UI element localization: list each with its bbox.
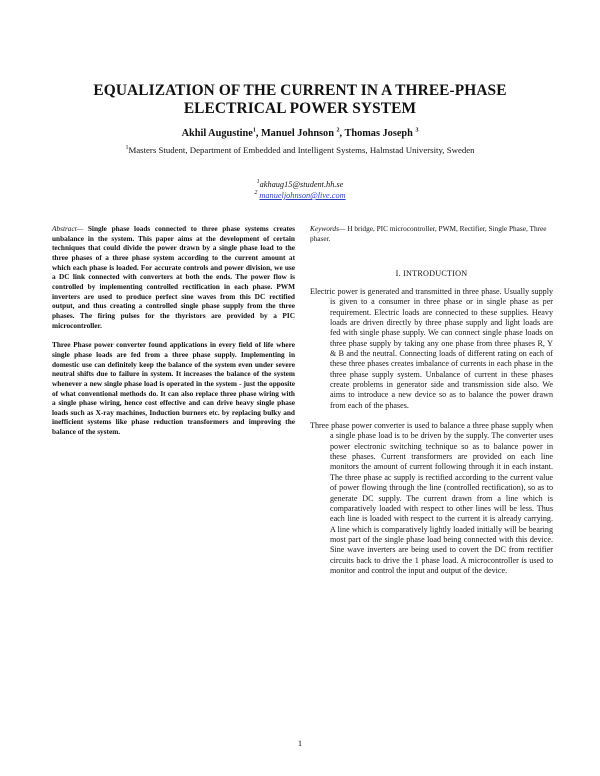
email-line-2 xyxy=(40,191,560,201)
title-line-2: ELECTRICAL POWER SYSTEM xyxy=(183,100,417,117)
page-number: 1 xyxy=(297,738,303,748)
author-superscript: 2 xyxy=(336,127,340,134)
left-column xyxy=(52,224,295,437)
author-separator: , xyxy=(339,128,345,139)
email-line-1 xyxy=(40,180,560,190)
email-superscript: 2 xyxy=(254,190,258,197)
paper-title xyxy=(40,82,560,118)
email-address: akhaug15@student.hh.se xyxy=(259,180,344,189)
title-line-1: EQUALIZATION OF THE CURRENT IN A THREE-PHASE xyxy=(93,82,507,99)
section-heading-introduction: I. INTRODUCTION xyxy=(395,269,468,279)
paragraph-gap xyxy=(310,411,553,421)
keywords-text: H bridge, PIC microcontroller, PWM, Rectifier, Single Phase, Three phaser. xyxy=(310,224,547,243)
affiliation-text: Masters Student, Department of Embedded and Intelligent Systems, Halmstad University, Sweden xyxy=(128,145,475,155)
right-column xyxy=(310,224,553,576)
abstract-paragraph-2: Three Phase power converter found applications in every field of life where single phase loads are fed from a three phase supply. Implementing in domestic use can definitely keep the balance of the system even under severe neutral shifts due to failure in system. It increases the balance of the system whenever a new single phase load is operated in the system - just the opposite of what conventional methods do. It can also replace three phase wiring with a single phase wiring, hence cost effective and can drive heavy single phase loads such as X-ray machines, Induction burners etc. by replacing bulky and inefficient systems like phase reduction transformers and improving the balance of the system. xyxy=(52,340,295,437)
email-link[interactable]: manueljohnson@live.com xyxy=(259,191,346,200)
keywords xyxy=(310,224,553,243)
author-name: Akhil Augustine xyxy=(181,128,253,139)
author-name: Manuel Johnson xyxy=(260,128,337,139)
author-name: Thomas Joseph xyxy=(344,128,416,139)
email-superscript: 1 xyxy=(256,179,260,186)
paragraph-gap xyxy=(52,330,295,340)
author-superscript: 3 xyxy=(415,127,419,134)
affiliation-superscript: 1 xyxy=(125,145,129,152)
author-list xyxy=(40,127,560,140)
keywords-lead: Keywords— xyxy=(310,224,346,233)
introduction-paragraph-2: Three phase power converter is used to balance a three phase supply when a single phase load is to be driven by the supply. The converter uses power electronic switching technique so as to balance power in these phases. Current transformers are provided on each line monitors the amount of current following through it in each instant. The three phase ac supply is rectified according to the current value of power flowing through the line (controlled rectification), so as to generate DC supply. The current drawn from a line which is comparatively loaded with respect to other lines will be less. Thus each line is loaded with respect to the current it is already carrying. A line which is comparatively lightly loaded initially will be bearing most part of the single phase load being connected with this device. Sine wave inverters are being used to covert the DC from rectifier circuits back to drive the 1 phase load. A microcontroller is used to monitor and control the input and output of the device. xyxy=(310,421,553,575)
introduction-paragraph: Electric power is generated and transmitted in three phase. Usually supply is given to a consumer in three phase or in single phase as per requirement. Electric loads are connected to these supplies. Heavy loads are driven directly by three phase supply and light loads are fed with single phase supply. We can connect single phase loads on three phase supply by taking any one phase from three phases R, Y & B and the neutral. Connecting loads of different rating on each of these three phases creates imbalance of currents in each phase in the three phase supply system. Unbalance of current in these phases create problems in generator side and transmission side also. We aims to introduce a new device so as to balance the power drawn from each of the phases. xyxy=(310,286,553,410)
author-superscript: 1 xyxy=(252,127,256,134)
abstract-lead: Abstract— xyxy=(52,224,84,233)
affiliation xyxy=(40,145,560,156)
author-separator: , xyxy=(255,128,261,139)
abstract-paragraph xyxy=(52,224,295,330)
abstract-text: Single phase loads connected to three phase systems creates unbalance in the system. This paper aims at the development of certain techniques that could divide the power drawn by a single phase load to the three phases of a three phase system according to the current amount at which each phase is loaded. For accurate controls and power division, we use a DC link connected with converters at both the ends. The power flow is controlled by implementing controlled rectification in each phase. PWM inverters are used to produce perfect sine waves from this DC rectified output, and thus creating a controlled single phase supply from the three phases. The firing pulses for the thyristors are provided by a PIC microcontroller. xyxy=(52,224,295,330)
